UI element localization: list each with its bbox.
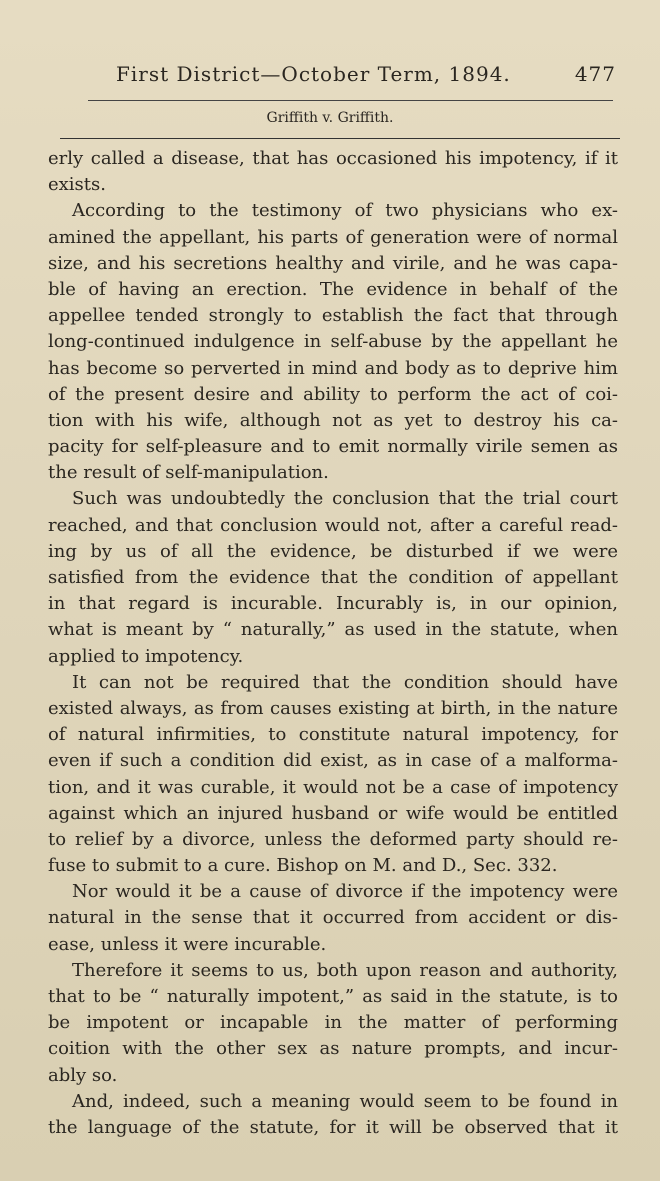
text-line: exists.	[48, 174, 106, 196]
text-line: tion, and it was curable, it would not be a case of impotency	[48, 776, 618, 798]
text-line: ease, unless it were incurable.	[48, 933, 327, 955]
text-line: amined the appellant, his parts of generation were of normal	[48, 226, 618, 248]
text-line: in that regard is incurable. Incurably is, in our opinion,	[48, 593, 618, 615]
text-line: It can not be required that the condition should have	[72, 671, 618, 693]
text-line: the result of self-manipulation.	[48, 462, 329, 484]
text-line: appellee tended strongly to establish the fact that through	[48, 305, 618, 327]
text-line: applied to impotency.	[48, 645, 244, 667]
text-line: that to be “ naturally impotent,” as said in the statute, is to	[48, 986, 618, 1007]
text-line: ble of having an erection. The evidence in behalf of the	[48, 278, 618, 300]
text-line: satisfied from the evidence that the condition of appellant	[48, 567, 618, 588]
body-text	[48, 146, 618, 1141]
text-line: reached, and that conclusion would not, after a careful read-	[48, 514, 618, 536]
text-line: of natural infirmities, to constitute natural impotency, for	[48, 724, 618, 746]
text-line: existed always, as from causes existing at birth, in the nature	[48, 697, 618, 719]
text-line: coition with the other sex as nature prompts, and incur-	[48, 1038, 618, 1060]
text-line: fuse to submit to a cure. Bishop on M. and D., Sec. 332.	[48, 855, 558, 877]
text-line: long-continued indulgence in self-abuse by the appellant he	[48, 331, 618, 353]
text-line: what is meant by “ naturally,” as used in the statute, when	[48, 619, 618, 641]
running-head: First District—October Term, 1894.	[116, 62, 511, 86]
text-line: the language of the statute, for it will be observed that it	[48, 1116, 618, 1138]
text-line: even if such a condition did exist, as in case of a malforma-	[48, 750, 618, 772]
text-line: pacity for self-pleasure and to emit normally virile semen as	[48, 436, 618, 458]
text-line: And, indeed, such a meaning would seem to be found in	[72, 1090, 618, 1112]
text-line: ing by us of all the evidence, be disturbed if we were	[48, 540, 618, 562]
case-caption: Griffith v. Griffith.	[266, 110, 394, 126]
text-line: Such was undoubtedly the conclusion that the trial court	[72, 488, 618, 510]
header-rule	[88, 100, 613, 101]
caption-rule	[60, 138, 620, 139]
text-line: Nor would it be a cause of divorce if the impotency were	[72, 881, 618, 903]
text-line: tion with his wife, although not as yet to destroy his ca-	[48, 409, 618, 431]
running-header	[116, 62, 616, 86]
text-line: According to the testimony of two physicians who ex-	[72, 200, 618, 222]
text-line: has become so perverted in mind and body as to deprive him	[48, 357, 618, 379]
text-line: of the present desire and ability to perform the act of coi-	[48, 383, 618, 405]
text-line: to relief by a divorce, unless the deformed party should re-	[48, 828, 618, 850]
text-line: ably so.	[48, 1064, 118, 1086]
text-line: size, and his secretions healthy and virile, and he was capa-	[48, 252, 618, 274]
text-line: against which an injured husband or wife would be entitled	[48, 802, 618, 824]
text-line: be impotent or incapable in the matter of performing	[48, 1012, 618, 1034]
page-number: 477	[574, 62, 616, 86]
text-line: erly called a disease, that has occasioned his impotency, if it	[48, 148, 618, 169]
text-line: natural in the sense that it occurred from accident or dis-	[48, 907, 618, 929]
text-line: Therefore it seems to us, both upon reason and authority,	[72, 959, 618, 981]
